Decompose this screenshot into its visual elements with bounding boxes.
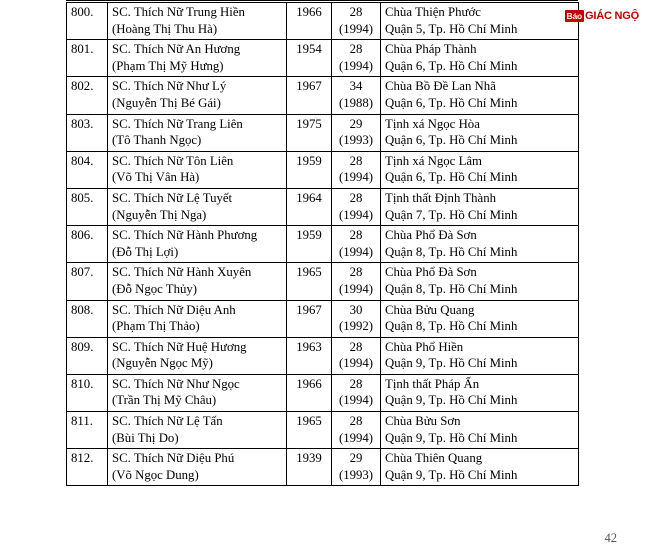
cell-birth-year: 1966 (287, 374, 332, 411)
cell-ordination (332, 188, 381, 225)
table-row (67, 412, 579, 449)
cell-address (381, 114, 579, 151)
table-top-rule (66, 0, 578, 1)
name-dharma: SC. Thích Nữ Như Ngọc (112, 376, 240, 391)
cell-address (381, 188, 579, 225)
cell-address (381, 40, 579, 77)
table-row (67, 151, 579, 188)
cell-ordination (332, 40, 381, 77)
cell-number: 811. (67, 412, 108, 449)
ordination-year: (1993) (338, 133, 374, 148)
ordination-year: (1994) (338, 430, 374, 445)
table-row (67, 3, 579, 40)
name-secular: (Đỗ Thị Lợi) (112, 244, 179, 259)
ordination-count: 28 (349, 228, 363, 243)
table-row (67, 226, 579, 263)
cell-address (381, 412, 579, 449)
cell-name (108, 226, 287, 263)
giac-ngo-watermark-logo (565, 10, 639, 22)
ordination-count: 28 (349, 190, 363, 205)
monastics-roster-table (66, 2, 579, 486)
cell-birth-year: 1966 (287, 3, 332, 40)
ordination-count: 28 (349, 414, 363, 429)
cell-number: 801. (67, 40, 108, 77)
cell-name (108, 263, 287, 300)
cell-address (381, 374, 579, 411)
name-dharma: SC. Thích Nữ Hành Xuyên (112, 265, 252, 280)
temple-name: Tịnh xá Ngọc Hòa (385, 116, 480, 131)
cell-address (381, 449, 579, 486)
cell-address (381, 3, 579, 40)
cell-ordination (332, 300, 381, 337)
name-dharma: SC. Thích Nữ Trung Hiền (112, 5, 245, 19)
cell-address (381, 263, 579, 300)
ordination-year: (1994) (338, 244, 374, 259)
cell-number: 808. (67, 300, 108, 337)
cell-number: 810. (67, 374, 108, 411)
table-row (67, 40, 579, 77)
temple-name: Tịnh thất Pháp Ấn (385, 376, 480, 391)
ordination-count: 30 (349, 302, 363, 317)
ordination-count: 34 (349, 79, 363, 94)
temple-location: Quận 7, Tp. Hồ Chí Minh (385, 207, 518, 222)
cell-birth-year: 1967 (287, 300, 332, 337)
name-secular: (Nguyễn Ngọc Mỹ) (112, 356, 213, 371)
temple-name: Chùa Phổ Đà Sơn (385, 228, 477, 243)
table-row (67, 337, 579, 374)
table-row (67, 77, 579, 114)
name-secular: (Võ Ngọc Dung) (112, 467, 199, 482)
temple-location: Quận 6, Tp. Hồ Chí Minh (385, 58, 518, 73)
cell-address (381, 151, 579, 188)
cell-number: 807. (67, 263, 108, 300)
cell-birth-year: 1959 (287, 151, 332, 188)
cell-birth-year: 1959 (287, 226, 332, 263)
cell-number: 804. (67, 151, 108, 188)
cell-number: 802. (67, 77, 108, 114)
cell-birth-year: 1965 (287, 263, 332, 300)
name-secular: (Nguyễn Thị Nga) (112, 207, 207, 222)
name-dharma: SC. Thích Nữ Diệu Anh (112, 302, 236, 317)
ordination-count: 28 (349, 265, 363, 280)
name-dharma: SC. Thích Nữ An Hương (112, 42, 241, 57)
temple-name: Chùa Bửu Sơn (385, 414, 461, 429)
ordination-count: 28 (349, 153, 363, 168)
ordination-year: (1994) (338, 281, 374, 296)
cell-name (108, 151, 287, 188)
cell-birth-year: 1963 (287, 337, 332, 374)
cell-name (108, 3, 287, 40)
temple-name: Chùa Phổ Đà Sơn (385, 265, 477, 280)
name-dharma: SC. Thích Nữ Tôn Liên (112, 153, 234, 168)
cell-name (108, 337, 287, 374)
cell-number: 803. (67, 114, 108, 151)
table-row (67, 449, 579, 486)
name-dharma: SC. Thích Nữ Huệ Hương (112, 339, 247, 354)
cell-name (108, 40, 287, 77)
cell-address (381, 226, 579, 263)
ordination-year: (1992) (338, 319, 374, 334)
table-row (67, 263, 579, 300)
cell-name (108, 374, 287, 411)
cell-name (108, 300, 287, 337)
name-secular: (Trần Thị Mỹ Châu) (112, 393, 217, 408)
cell-name (108, 114, 287, 151)
name-secular: (Phạm Thị Mỹ Hưng) (112, 58, 224, 73)
temple-location: Quận 6, Tp. Hồ Chí Minh (385, 95, 518, 110)
name-secular: (Nguyễn Thị Bé Gái) (112, 95, 221, 110)
cell-name (108, 188, 287, 225)
cell-name (108, 412, 287, 449)
temple-location: Quận 8, Tp. Hồ Chí Minh (385, 281, 518, 296)
cell-address (381, 337, 579, 374)
cell-birth-year: 1967 (287, 77, 332, 114)
name-dharma: SC. Thích Nữ Lệ Tấn (112, 414, 223, 429)
ordination-year: (1994) (338, 21, 374, 36)
ordination-year: (1994) (338, 356, 374, 371)
name-dharma: SC. Thích Nữ Hành Phương (112, 228, 258, 243)
ordination-year: (1994) (338, 170, 374, 185)
name-secular: (Bùi Thị Do) (112, 430, 179, 445)
temple-location: Quận 9, Tp. Hồ Chí Minh (385, 356, 518, 371)
cell-ordination (332, 151, 381, 188)
watermark-brand: GIÁC NGỘ (584, 9, 639, 22)
temple-location: Quận 8, Tp. Hồ Chí Minh (385, 244, 518, 259)
cell-ordination (332, 449, 381, 486)
cell-number: 812. (67, 449, 108, 486)
name-dharma: SC. Thích Nữ Như Lý (112, 79, 227, 94)
cell-ordination (332, 374, 381, 411)
ordination-year: (1993) (338, 467, 374, 482)
temple-location: Quận 6, Tp. Hồ Chí Minh (385, 170, 518, 185)
temple-location: Quận 9, Tp. Hồ Chí Minh (385, 430, 518, 445)
name-secular: (Võ Thị Vân Hà) (112, 170, 200, 185)
name-secular: (Hoàng Thị Thu Hà) (112, 21, 218, 36)
cell-birth-year: 1975 (287, 114, 332, 151)
cell-number: 800. (67, 3, 108, 40)
cell-ordination (332, 3, 381, 40)
ordination-count: 28 (349, 5, 363, 19)
cell-birth-year: 1964 (287, 188, 332, 225)
ordination-count: 28 (349, 376, 363, 391)
cell-number: 805. (67, 188, 108, 225)
name-dharma: SC. Thích Nữ Diệu Phú (112, 451, 235, 466)
cell-birth-year: 1939 (287, 449, 332, 486)
ordination-count: 29 (349, 451, 363, 466)
cell-name (108, 449, 287, 486)
temple-name: Tịnh thất Định Thành (385, 190, 497, 205)
page-number: 42 (604, 531, 617, 545)
temple-location: Quận 9, Tp. Hồ Chí Minh (385, 393, 518, 408)
cell-ordination (332, 337, 381, 374)
ordination-count: 28 (349, 339, 363, 354)
name-dharma: SC. Thích Nữ Trang Liên (112, 116, 243, 131)
cell-ordination (332, 263, 381, 300)
temple-location: Quận 6, Tp. Hồ Chí Minh (385, 133, 518, 148)
cell-ordination (332, 412, 381, 449)
ordination-year: (1994) (338, 393, 374, 408)
cell-number: 809. (67, 337, 108, 374)
cell-ordination (332, 114, 381, 151)
ordination-year: (1988) (338, 95, 374, 110)
temple-name: Chùa Bồ Đề Lan Nhã (385, 79, 496, 94)
table-row (67, 188, 579, 225)
temple-name: Chùa Thiện Phước (385, 5, 481, 19)
ordination-count: 28 (349, 42, 363, 57)
cell-ordination (332, 226, 381, 263)
cell-birth-year: 1965 (287, 412, 332, 449)
ordination-year: (1994) (338, 58, 374, 73)
cell-ordination (332, 77, 381, 114)
name-secular: (Tô Thanh Ngọc) (112, 133, 202, 148)
table-row (67, 114, 579, 151)
cell-number: 806. (67, 226, 108, 263)
temple-name: Tịnh xá Ngọc Lâm (385, 153, 483, 168)
table-body (67, 3, 579, 486)
name-dharma: SC. Thích Nữ Lệ Tuyết (112, 190, 233, 205)
temple-name: Chùa Thiên Quang (385, 451, 483, 466)
ordination-count: 29 (349, 116, 363, 131)
temple-name: Chùa Bửu Quang (385, 302, 475, 317)
cell-birth-year: 1954 (287, 40, 332, 77)
cell-address (381, 300, 579, 337)
temple-name: Chùa Pháp Thành (385, 42, 477, 57)
temple-name: Chùa Phổ Hiền (385, 339, 464, 354)
table-row (67, 300, 579, 337)
name-secular: (Đỗ Ngọc Thủy) (112, 281, 198, 296)
temple-location: Quận 9, Tp. Hồ Chí Minh (385, 467, 518, 482)
cell-name (108, 77, 287, 114)
temple-location: Quận 5, Tp. Hồ Chí Minh (385, 21, 518, 36)
temple-location: Quận 8, Tp. Hồ Chí Minh (385, 319, 518, 334)
table-row (67, 374, 579, 411)
name-secular: (Phạm Thị Thảo) (112, 319, 200, 334)
ordination-year: (1994) (338, 207, 374, 222)
cell-address (381, 77, 579, 114)
watermark-badge: Báo (566, 11, 582, 21)
